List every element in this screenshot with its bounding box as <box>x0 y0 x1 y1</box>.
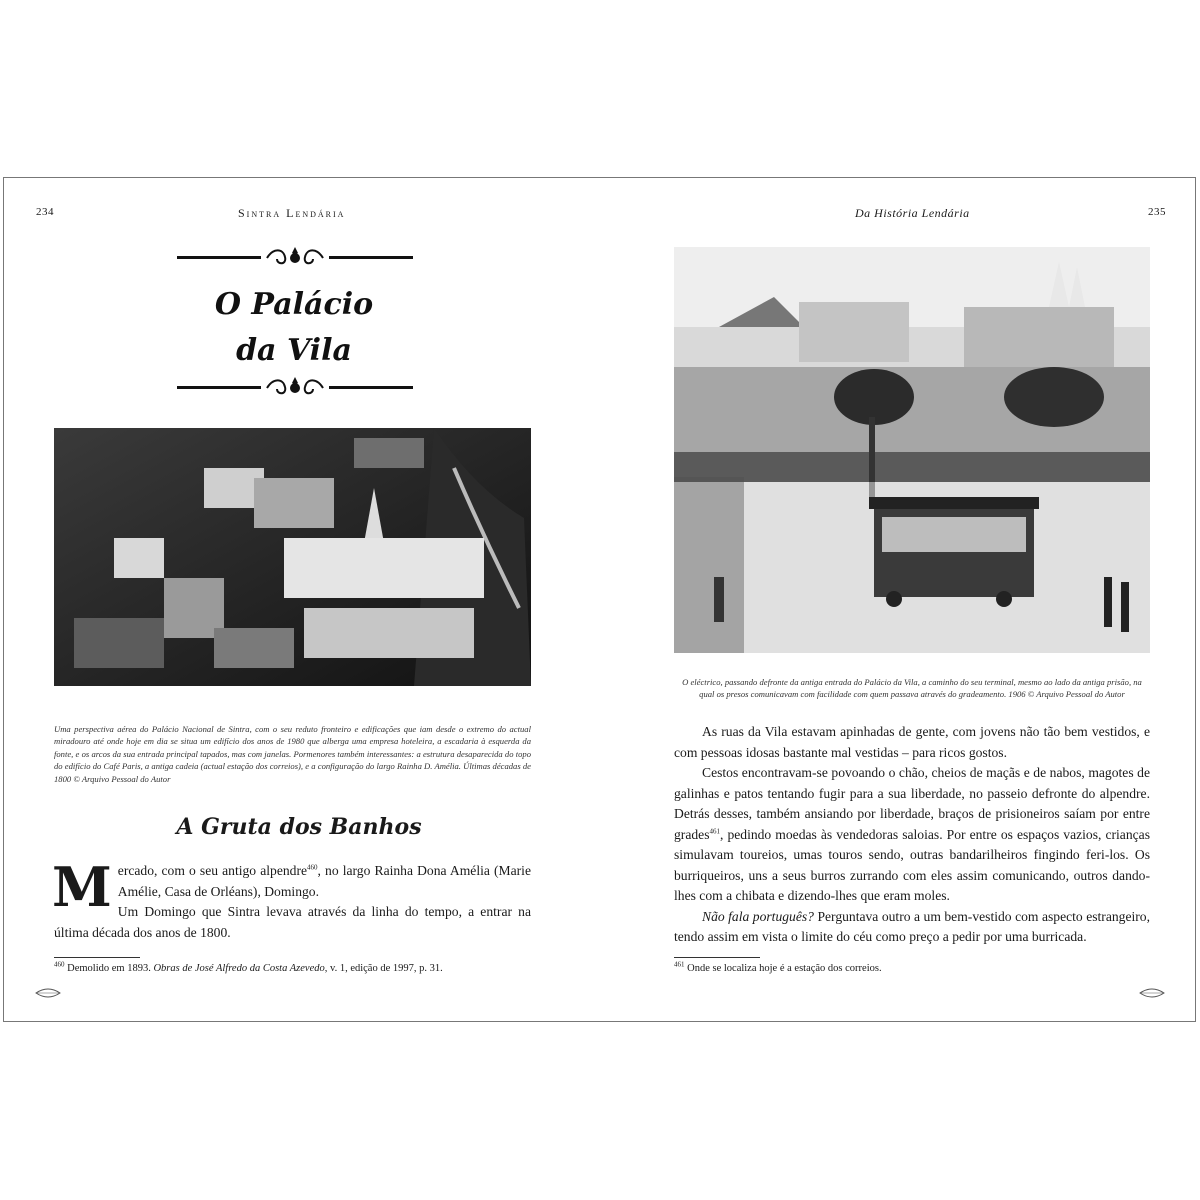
running-head-right: Da História Lendária <box>855 206 970 220</box>
bottom-ornament-divider <box>177 375 413 401</box>
right-page <box>600 178 1196 1021</box>
footnote-rule-right <box>674 957 760 958</box>
leaf-ornament-right <box>1138 987 1166 999</box>
page-number-left: 234 <box>36 206 54 218</box>
paragraph-1: Mercado, com o seu antigo alpendre$^{460}$, no largo Rainha Dona Amélia (Marie Amélie, Casa de Orléans), Domingo. <box>52 855 531 919</box>
tram-photo-caption: O eléctrico, passando defronte da antiga entrada do Palácio da Vila, a caminho do seu terminal, mesmo ao lado da antiga prisão, na qual os presos comunicavam com facilidade com quem passava através do gradeamento. 1906 © Arquivo Pessoal do Autor <box>682 677 1142 700</box>
book-spread <box>3 177 1196 1022</box>
aerial-photo-caption: Uma perspectiva aérea do Palácio Nacional de Sintra, com o seu reduto fronteiro e edificações que iam desde o extremo do actual miradouro até onde hoje em dia se situa um edifício dos anos de 1980 que alberga uma empresa hoteleira, a escadaria à esquerda da fonte, e os arcos da sua entrada principal tapados, mas com janelas. Pormenores também interessantes: a estrutura desaparecida do topo do edifício do Café Paris, a antiga cadeia (actual estação dos correios), e a configuração do largo Rainha D. Amélia. Últimas décadas de 1800 © Arquivo Pessoal do Autor <box>54 724 531 784</box>
footnote-rule-left <box>54 957 140 958</box>
running-head-left: Sintra Lendária <box>238 206 346 220</box>
tram-photo <box>674 247 1150 653</box>
footnote-461: $^{461}$ Onde se localiza hoje é a estação dos correios. <box>674 960 882 974</box>
paragraph-5: Não fala português? Perguntava outro a um bem-vestido com aspecto estrangeiro, tendo assim em vista o limite do céu como preço a pedir por uma burricada. <box>674 908 1150 944</box>
section-subheading: A Gruta dos Banhos <box>176 814 422 840</box>
left-body-text <box>52 855 531 943</box>
chapter-title-line2: da Vila <box>236 333 352 368</box>
paragraph-2: Um Domingo que Sintra levava através da linha do tempo, a entrar na última década dos anos de 1800. <box>54 904 531 940</box>
paragraph-4: Cestos encontravam-se povoando o chão, cheios de maçãs e de nabos, magotes de galinhas e patos tentando fugir para a sua liberdade, no passeio defronte do alpendre. Detrás desses, também ansiando por liberdade, braços de prisioneiros saíam por entre grades$^{461}$, pedindo moedas às vendedoras saloias. Por entre os espaços vazios, crianças simulavam toureios, umas touros sendo, outras bandarilheiros fingindo feri-los. Os burriqueiros, uns a seus burros zurrando com eles assim comunicando, outros dando-lhes com a chibata e dizendo-lhes que eram moles. <box>674 765 1150 903</box>
chapter-title-line1: O Palácio <box>214 287 374 322</box>
drop-cap: M <box>52 855 112 919</box>
tram-photo-illustration <box>674 247 1150 653</box>
right-body-text <box>674 722 1150 948</box>
page-number-right: 235 <box>1148 206 1166 218</box>
leaf-ornament-left <box>34 987 62 999</box>
left-page <box>4 178 600 1021</box>
footnote-460: $^{460}$ Demolido em 1893. Obras de José Alfredo da Costa Azevedo, v. 1, edição de 1997, p. 31. <box>54 960 443 974</box>
paragraph-3: As ruas da Vila estavam apinhadas de gente, com jovens não tão bem vestidos, e com pessoas idosas bastante mal vestidas – para ricos gostos. <box>674 724 1150 760</box>
top-ornament-divider <box>177 245 413 271</box>
aerial-photo-illustration <box>54 428 531 686</box>
aerial-photo <box>54 428 531 686</box>
